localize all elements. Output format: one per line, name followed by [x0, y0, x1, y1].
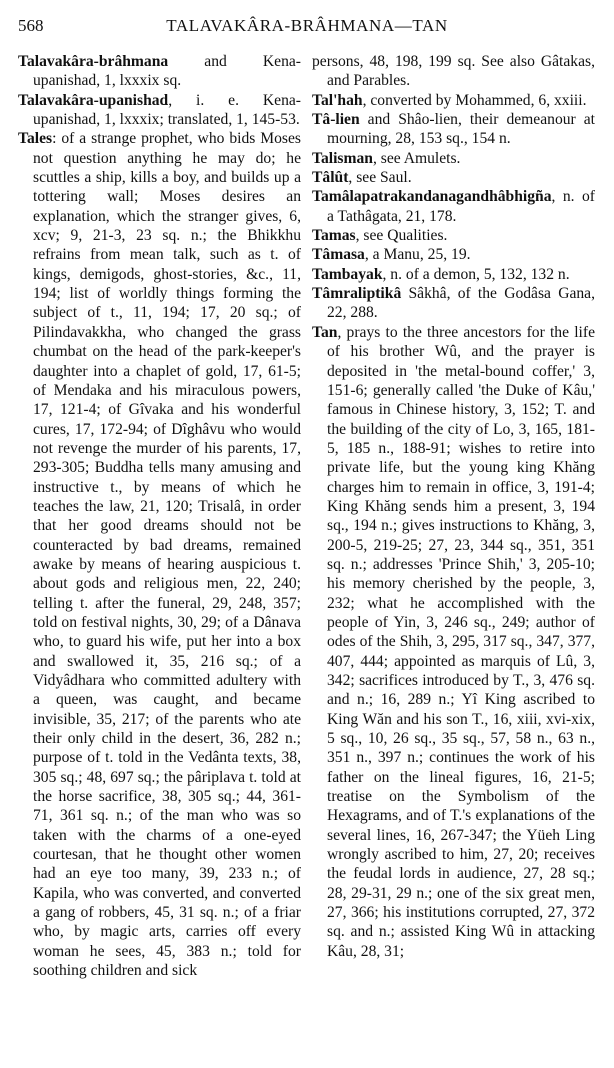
- index-entry: [312, 323, 595, 961]
- index-entry: [312, 149, 595, 168]
- entry-text: , see Qualities.: [355, 227, 448, 245]
- index-entry: [312, 168, 595, 187]
- entry-text: : of a strange prophet, who bids Moses not question anything he may do; he scuttles a ship, kills a boy, and builds up a tottering wall; Moses desires an explanation, which the stranger gives, 6, xcv; 9, 21-3, 23 sq. n.; the Bhikkhu refrains from mean talk, such as t. of kings, demigods, ghost-stories, &c., 11, 194; list of worldly things forming the subject of t., 11, 194; 17, 20 sq.; of Pilindavakkha, who changed the grass chumbat on the head of the park-keeper's daughter into a chaplet of gold, 17, 61-5; of Mendaka and his miraculous powers, 17, 121-4; of Gîvaka and his wonderful cures, 17, 172-94; of Dîghâvu who would not revenge the murder of his parents, 17, 293-305; Buddha tells many amusing and instructive t., by means of which he teaches the law, 21, 120; Trisalâ, in order that her good dreams should not be counteracted by bad dreams, remained awake by means of hearing auspicious t. about gods and religious men, 22, 240; telling t. after the funeral, 29, 248, 357; told on festival nights, 30, 29; of a Dânava who, to guard his wife, put her into a box and swallowed it, 35, 216 sq.; of a Vidyâdhara who committed adultery with a queen, was caught, and became invisible, 35, 217; of the parents who ate their only child in the desert, 36, 282 n.; purpose of t. told in the Vedânta texts, 38, 305 sq.; 48, 697 sq.; the pâriplava t. told at the horse sacrifice, 38, 305 sq.; 44, 361-71, 361 sq. n.; of the man who was so taken with the charms of a one-eyed courtesan, that he thought other women had an eye too many, 39, 233 n.; of Kapila, who was converted, and converted a gang of robbers, 45, 31 sq. n.; of a friar who, by magic arts, carries off every woman he sees, 45, 383 n.; told for soothing children and sick: [33, 130, 301, 980]
- left-column: [18, 52, 301, 981]
- entry-headword: Tamas: [312, 227, 356, 245]
- entry-text: , n. of a demon, 5, 132, 132 n.: [382, 265, 570, 283]
- entry-headword: Talavakâra-brâhmana: [18, 53, 169, 70]
- entry-headword: Talisman: [312, 149, 373, 167]
- entry-headword: Tâmasa: [312, 246, 365, 264]
- entry-text: , converted by Mohammed, 6, xxiii.: [362, 91, 587, 109]
- entry-headword: Tales: [18, 130, 53, 148]
- entry-headword: Tambayak: [312, 265, 383, 283]
- index-entry: [18, 129, 301, 980]
- entry-text: , see Saul.: [348, 169, 412, 187]
- index-entry: [312, 110, 595, 149]
- page-number: 568: [18, 16, 44, 35]
- page-header: [0, 0, 614, 40]
- index-entry: [18, 91, 301, 130]
- entry-headword: Tal'hah: [312, 91, 363, 109]
- entry-headword: Tâlût: [312, 169, 349, 187]
- index-entry: [312, 226, 595, 245]
- running-head: TALAVAKÂRA-BRÂHMANA—TAN: [166, 16, 448, 35]
- right-column: [312, 52, 595, 961]
- entry-headword: Tâmraliptikâ: [312, 285, 402, 303]
- entry-headword: Tan: [312, 323, 338, 341]
- entry-text: and Kena-upanishad, 1, lxxxix sq.: [33, 53, 301, 90]
- index-entry: [312, 265, 595, 284]
- entry-headword: Tâ-lien: [312, 111, 360, 129]
- index-entry: [18, 52, 301, 91]
- index-entry: [312, 91, 595, 110]
- entry-text: , a Manu, 25, 19.: [364, 246, 471, 264]
- entry-text: Sâkhâ, of the Godâsa Gana, 22, 288.: [327, 285, 595, 322]
- entry-text: , n. of a Tathâgata, 21, 178.: [327, 188, 595, 225]
- entry-headword: Tamâlapatrakandanagandhâbhigña: [312, 188, 552, 206]
- entry-text: , i. e. Kena-upanishad, 1, lxxxix; translated, 1, 145-53.: [33, 91, 301, 129]
- entry-text: persons, 48, 198, 199 sq. See also Gâtakas, and Parables.: [312, 53, 595, 90]
- index-entry-continuation: [312, 52, 595, 91]
- index-entry: [312, 284, 595, 323]
- entry-text: and Shâo-lien, their demeanour at mourning, 28, 153 sq., 154 n.: [327, 111, 595, 148]
- entry-text: , prays to the three ancestors for the life of his brother Wû, and the prayer is deposited in 'the metal-bound coffer,' 3, 151-6; generally called 'the Duke of Kâu,' famous in Chinese history, 3, 152; T. and the building of the city of Lo, 3, 165, 181-5, 185 n., 188-91; wishes to retire into private life, but the young king Khăng charges him to remain in office, 3, 191-4; King Khăng sends him a present, 3, 194 sq., 194 n.; gives instructions to Khăng, 3, 200-5, 219-25; 27, 23, 344 sq., 351, 351 sq. n.; addresses 'Prince Shih,' 3, 205-10; his memory cherished by the people, 3, 232; what he accomplished with the people of Yin, 3, 246 sq., 249; author of odes of the Shih, 3, 295, 317 sq., 347, 377, 407, 444; appointed as marquis of Lû, 3, 342; sacrifices introduced by T., 3, 476 sq. and n.; 16, 289 n.; Yî King ascribed to King Wăn and his son T., 16, xiii, xvi-xix, 5 sq., 10, 26 sq., 35 sq., 57, 58 n., 63 n., 351 n., 397 n.; continues the work of his father on the lineal figures, 16, 21-5; treatise on the Symbolism of the Hexagrams, and of T.'s explanations of the several lines, 16, 267-347; the Yüeh Ling wrongly ascribed to him, 27, 20; receives the feudal lords in audience, 27, 28 sq.; 28, 29-31, 29 n.; one of the six great men, 27, 366; his institutions corrupted, 27, 372 sq. and n.; assisted King Wû in attacking Kâu, 28, 31;: [327, 323, 595, 960]
- entry-headword: Talavakâra-upanishad: [18, 91, 169, 109]
- entry-text: , see Amulets.: [372, 149, 461, 167]
- index-entry: [312, 187, 595, 226]
- index-entry: [312, 245, 595, 264]
